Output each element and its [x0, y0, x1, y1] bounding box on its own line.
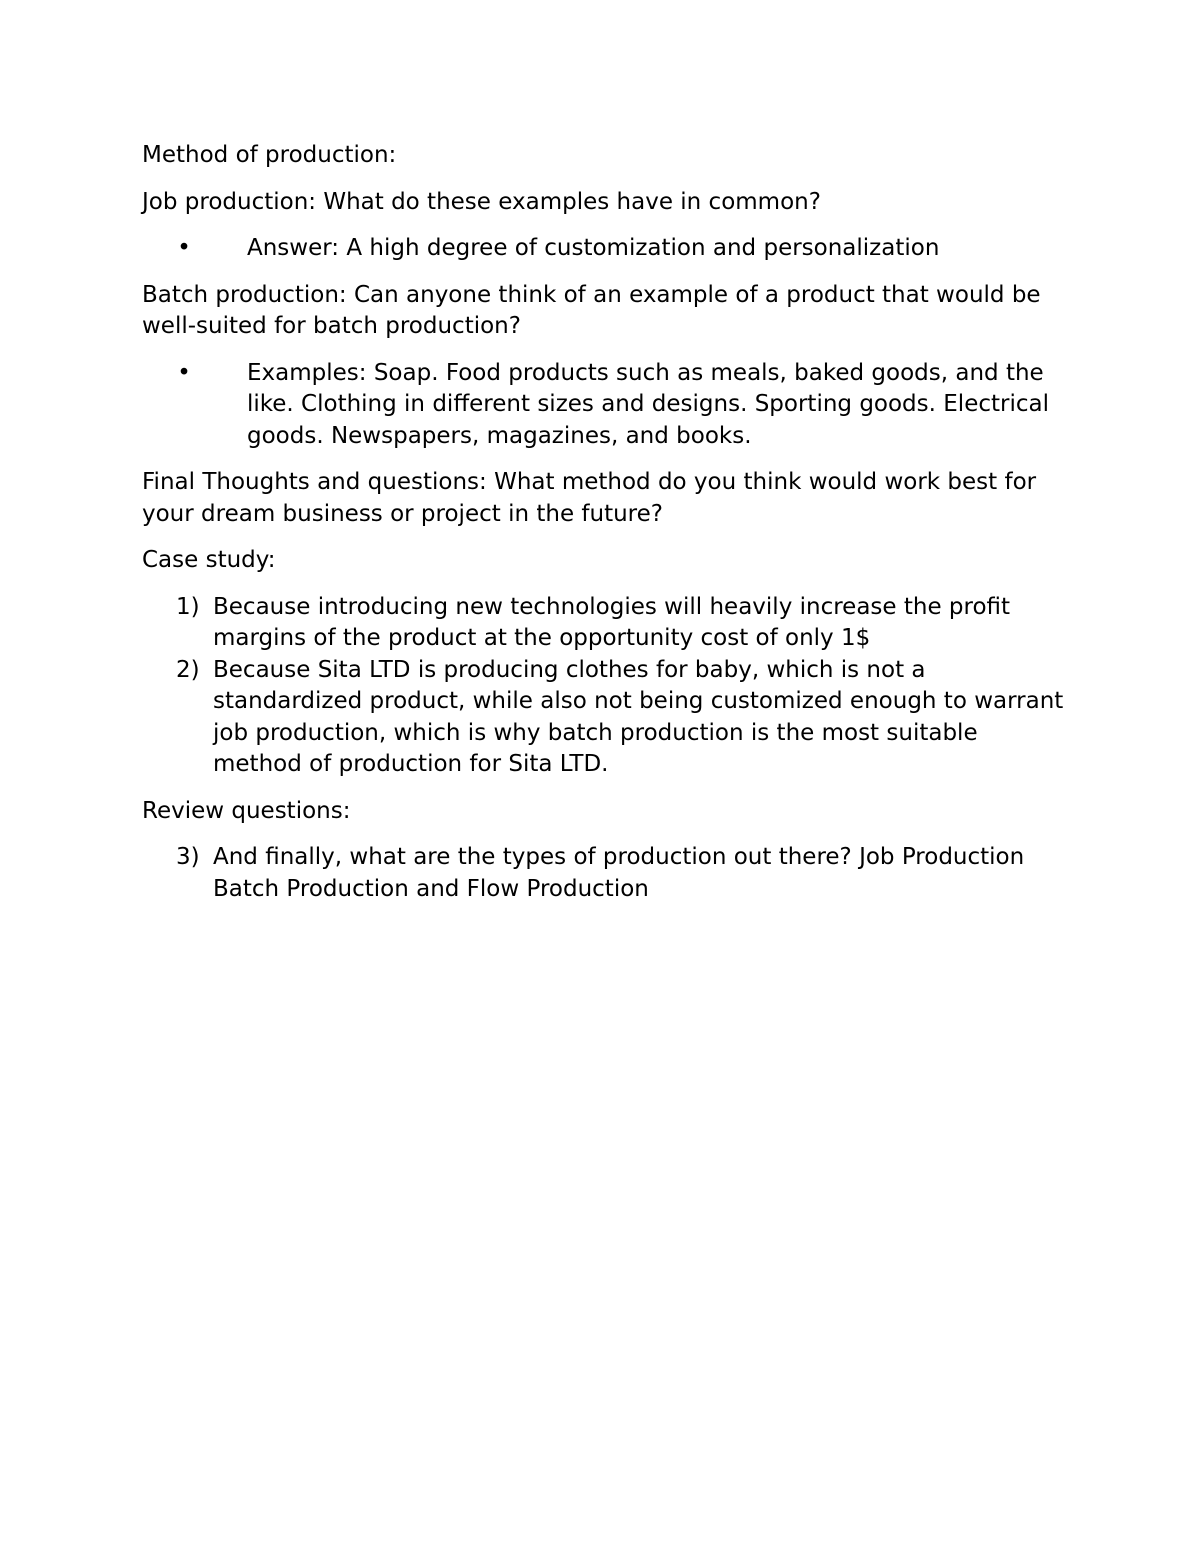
job-production-answer: Answer: A high degree of customization and personalization	[247, 235, 940, 261]
review-answer-3: And finally, what are the types of production out there? Job Production Batch Production and Flow Production	[213, 844, 1025, 902]
batch-production-examples: Examples: Soap. Food products such as meals, baked goods, and the like. Clothing in different sizes and designs. Sporting goods. Electrical goods. Newspapers, magazines, and books.	[247, 359, 1049, 449]
final-thoughts: Final Thoughts and questions: What method do you think would work best for your dream business or project in the future?	[142, 469, 1037, 527]
list-item	[142, 592, 1072, 655]
job-production-bullets	[142, 233, 1072, 265]
list-marker: 3)	[176, 844, 200, 870]
list-marker: 2)	[176, 656, 200, 683]
review-list	[142, 842, 1072, 905]
document-page	[142, 140, 1072, 920]
job-production-question: Job production: What do these examples have in common?	[142, 188, 821, 215]
case-study-heading: Case study:	[142, 547, 276, 573]
review-heading: Review questions:	[142, 797, 351, 824]
bullet-icon: •	[177, 359, 191, 386]
list-item	[142, 233, 1072, 265]
list-marker: 1)	[176, 593, 200, 620]
bullet-icon: •	[177, 235, 191, 261]
batch-production-bullets	[142, 358, 1072, 453]
case-study-answer-2: Because Sita LTD is producing clothes for baby, which is not a standardized product, while also not being customized enough to warrant job production, which is why batch production is the most suitable method of production for Sita LTD.	[213, 656, 1064, 777]
list-item	[142, 655, 1072, 781]
case-study-answer-1: Because introducing new technologies will heavily increase the profit margins of the product at the opportunity cost of only 1$	[213, 593, 1011, 651]
list-item	[142, 358, 1072, 453]
case-study-list	[142, 592, 1072, 781]
document-heading: Method of production:	[142, 142, 397, 168]
list-item	[142, 842, 1072, 905]
batch-production-question: Batch production: Can anyone think of an example of a product that would be well-suited for batch production?	[142, 281, 1041, 339]
